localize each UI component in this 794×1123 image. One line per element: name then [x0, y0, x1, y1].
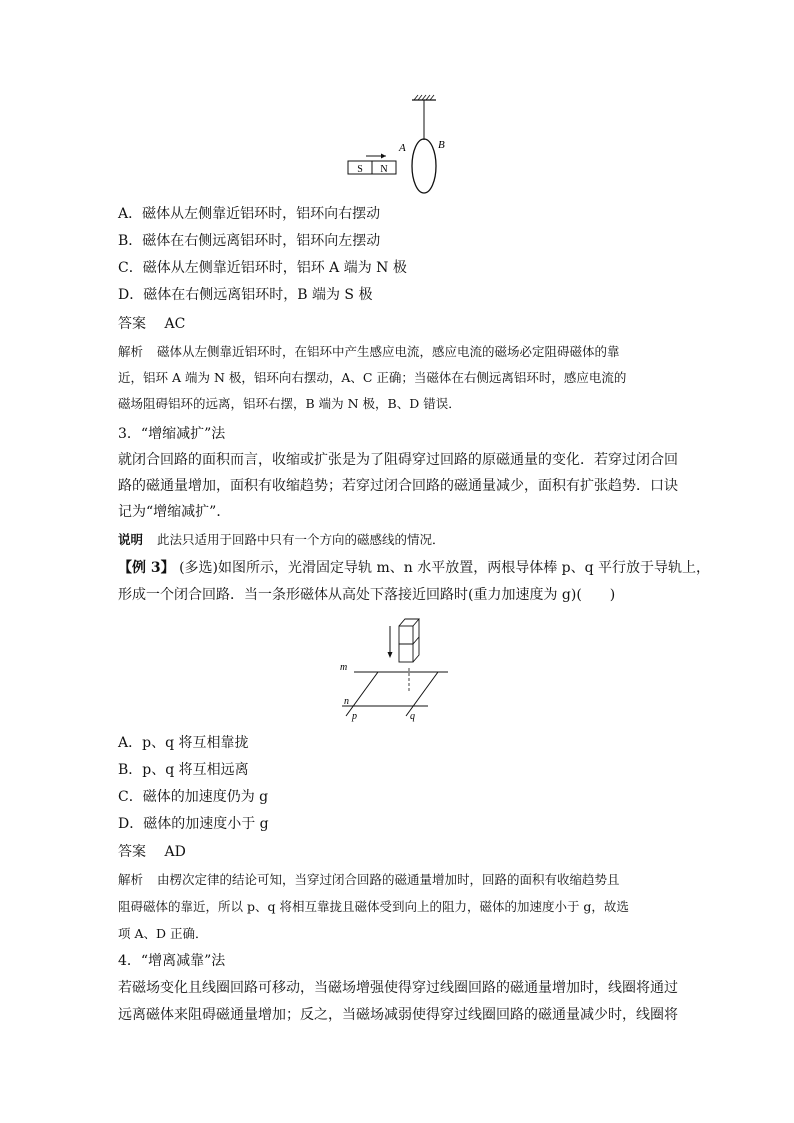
q2-option-b: B．p、q 将互相远离	[118, 762, 249, 778]
section4-line-2: 远离磁体来阻碍磁通量增加；反之，当磁场减弱使得穿过线圈回路的磁通量减少时，线圈将	[118, 1007, 678, 1023]
rod-label-q: q	[410, 711, 415, 722]
motion-arrow-head	[381, 154, 386, 159]
q2-answer	[118, 842, 678, 862]
q2-option-d: D．磁体的加速度小于 g	[118, 816, 269, 832]
section3-line-1: 就闭合回路的面积而言，收缩或扩张是为了阻碍穿过回路的原磁通量的变化．若穿过闭合回	[118, 452, 678, 468]
q1-option-a: A．磁体从左侧靠近铝环时，铝环向右摆动	[118, 206, 381, 222]
example3-line-2: 形成一个闭合回路．当一条形磁体从高处下落接近回路时(重力加速度为 g)( )	[118, 587, 616, 603]
q2-option-a: A．p、q 将互相靠拢	[118, 735, 249, 751]
rail-label-m: m	[340, 662, 348, 673]
q1-option-b: B．磁体在右侧远离铝环时，铝环向左摆动	[118, 233, 381, 249]
section3-line-3: 记为“增缩减扩”．	[118, 504, 231, 520]
example3-tag: 【例 3】	[118, 560, 175, 576]
section3-note	[118, 530, 678, 550]
q1-analysis-line-2: 近，铝环 A 端为 N 极，铝环向右摆动，A、C 正确；当磁体在右侧远离铝环时，感应电流的	[118, 370, 627, 385]
rail-label-n: n	[344, 696, 349, 707]
q1-answer-value: AC	[164, 316, 186, 332]
q1-analysis-label: 解析	[118, 344, 144, 359]
magnet-n-label: N	[380, 164, 388, 175]
section3-note-label: 说明	[118, 532, 144, 547]
section4-heading: 4．“增离减靠”法	[118, 953, 226, 969]
fall-arrow-head	[388, 652, 393, 658]
magnet-ring-figure	[340, 92, 460, 196]
ceiling-hatch	[414, 95, 434, 100]
magnet-s-label: S	[357, 164, 363, 175]
example3-text-1: (多选)如图所示，光滑固定导轨 m、n 水平放置，两根导体棒 p、q 平行放于导轨上，	[179, 560, 711, 576]
q1-analysis-text-1: 磁体从左侧靠近铝环时，在铝环中产生感应电流，感应电流的磁场必定阻碍磁体的靠	[157, 344, 620, 359]
rod-q	[406, 672, 438, 716]
q1-option-d: D．磁体在右侧远离铝环时，B 端为 S 极	[118, 287, 373, 303]
q2-analysis-text-1: 由楞次定律的结论可知，当穿过闭合回路的磁通量增加时，回路的面积有收缩趋势且	[157, 872, 620, 887]
q2-option-c: C．磁体的加速度仍为 g	[118, 789, 269, 805]
q2-analysis-line-1	[118, 870, 678, 890]
rails-magnet-figure	[330, 612, 460, 724]
section3-line-2: 路的磁通量增加，面积有收缩趋势；若穿过闭合回路的磁通量减少，面积有扩张趋势．口诀	[118, 478, 678, 494]
q1-answer-label: 答案	[118, 316, 146, 332]
ring-label-a: A	[399, 142, 406, 154]
rod-p	[346, 672, 378, 716]
q2-analysis-label: 解析	[118, 872, 144, 887]
section3-heading: 3．“增缩减扩”法	[118, 426, 226, 442]
bar-magnet	[399, 619, 419, 662]
aluminum-ring	[412, 139, 436, 193]
section4-line-1: 若磁场变化且线圈回路可移动，当磁场增强使得穿过线圈回路的磁通量增加时，线圈将通过	[118, 980, 678, 996]
section3-note-text: 此法只适用于回路中只有一个方向的磁感线的情况．	[157, 532, 445, 547]
q2-answer-value: AD	[164, 844, 186, 860]
q2-analysis-line-3: 项 A、D 正确．	[118, 926, 208, 941]
example3-line-1	[118, 558, 711, 578]
q1-option-c: C．磁体从左侧靠近铝环时，铝环 A 端为 N 极	[118, 260, 407, 276]
q2-answer-label: 答案	[118, 844, 146, 860]
q1-analysis-line-1	[118, 342, 678, 362]
q2-analysis-line-2: 阻碍磁体的靠近，所以 p、q 将相互靠拢且磁体受到向上的阻力，磁体的加速度小于 g，故选	[118, 899, 629, 914]
rod-label-p: p	[352, 711, 357, 722]
q1-analysis-line-3: 磁场阻碍铝环的远离，铝环右摆，B 端为 N 极，B、D 错误．	[118, 396, 461, 411]
ring-label-b: B	[438, 139, 445, 151]
q1-answer	[118, 314, 678, 334]
